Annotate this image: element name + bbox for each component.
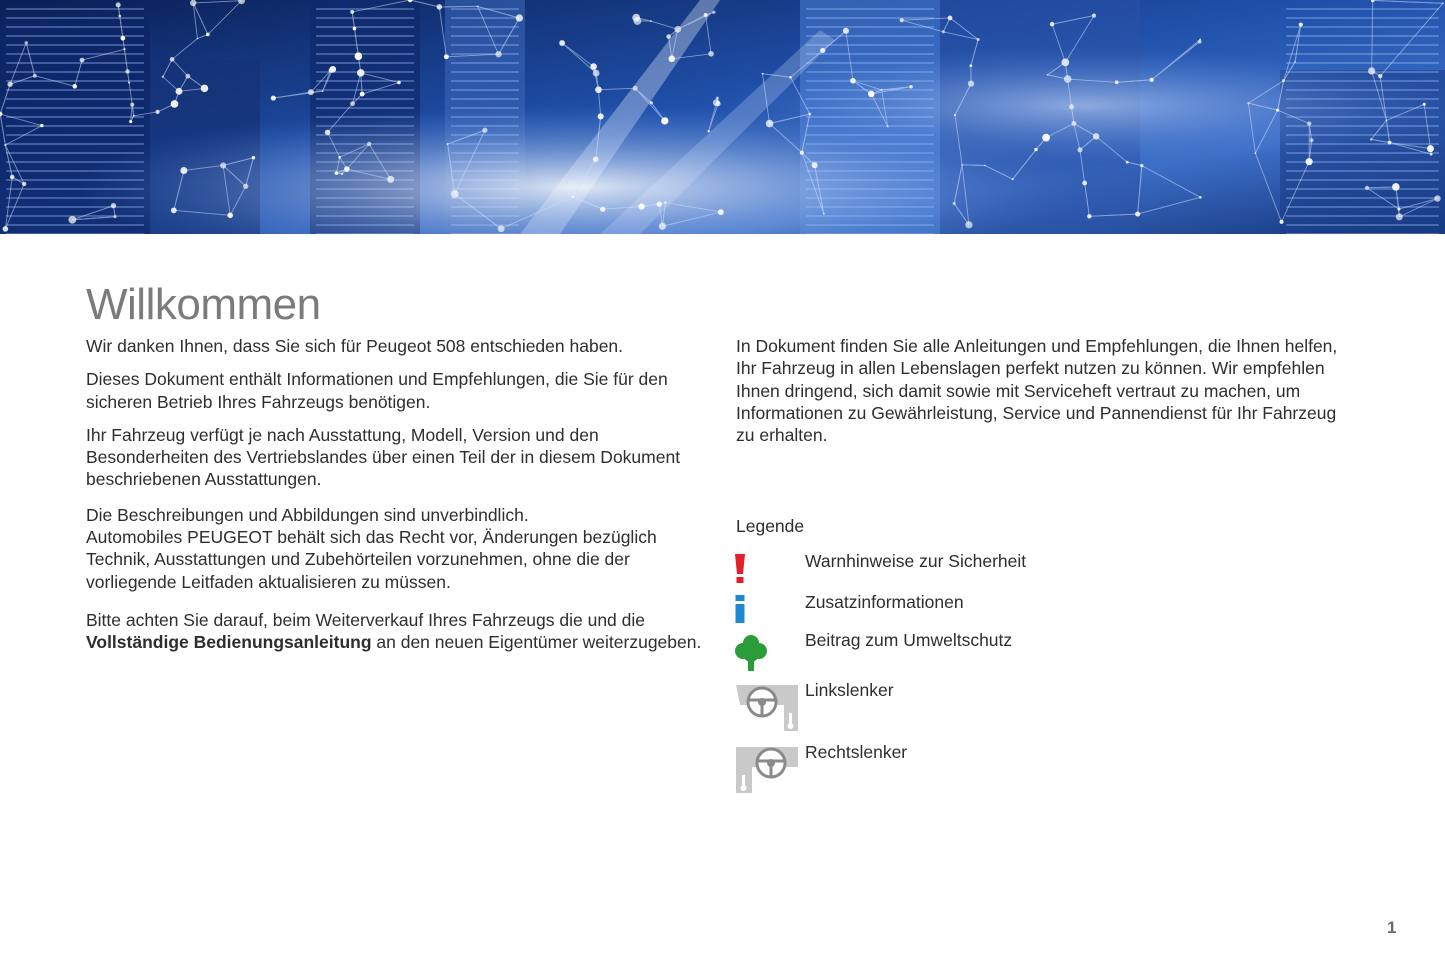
- info-icon: [734, 595, 746, 628]
- thanks-paragraph: Wir danken Ihnen, dass Sie sich für Peugeot 508 entschieden haben.: [86, 336, 624, 356]
- resale-paragraph: [86, 609, 706, 654]
- legend-title: Legende: [736, 516, 805, 536]
- right-hand-drive-icon: [736, 745, 800, 800]
- left-hand-drive-icon: [736, 683, 800, 738]
- legend-label-right-hand-drive: Rechtslenker: [805, 742, 908, 762]
- document-purpose-paragraph: Dieses Dokument enthält Informationen und Empfehlungen, die Sie für den sicheren Betrieb Ihres Fahrzeugs benötigen.: [86, 369, 668, 412]
- page-title: Willkommen: [86, 280, 321, 329]
- intro-left-column: [86, 335, 706, 654]
- legend-label-environment: Beitrag zum Umweltschutz: [805, 630, 1013, 650]
- intro-right-column: [736, 335, 1356, 446]
- legend-label-left-hand-drive: Linkslenker: [805, 680, 894, 700]
- tree-icon: [734, 634, 768, 677]
- legend-label-info: Zusatzinformationen: [805, 592, 964, 612]
- equipment-variation-paragraph: Ihr Fahrzeug verfügt je nach Ausstattung, Modell, Version und den Besonderheiten des Vertriebslandes über einen Teil der in diesem Dokument beschriebenen Ausstattungen.: [86, 424, 681, 490]
- full-manual-emphasis: Vollständige Bedienungsanleitung: [86, 632, 372, 653]
- resale-text-before: Bitte achten Sie darauf, beim Weiterverkauf Ihres Fahrzeugs die und die: [86, 609, 646, 630]
- disclaimer-line-1: Die Beschreibungen und Abbildungen sind unverbindlich.: [86, 504, 529, 525]
- guidance-paragraph: In Dokument finden Sie alle Anleitungen und Empfehlungen, die Ihnen helfen, Ihr Fahrzeug in allen Lebenslagen perfekt nutzen zu können. Wir empfehlen Ihnen dringend, sich damit sowie mit Serviceheft vertraut zu machen, um Informationen zu Gewährleistung, Service und Pannendienst für Ihr Fahrzeug zu erhalten.: [736, 336, 1338, 446]
- header-banner-image: [0, 0, 1445, 234]
- warning-exclamation-icon: [734, 554, 746, 589]
- disclaimer-paragraph: [86, 504, 706, 593]
- disclaimer-line-2: Automobiles PEUGEOT behält sich das Recht vor, Änderungen bezüglich Technik, Ausstattungen und Zubehörteilen vorzunehmen, ohne die der vorliegende Leitfaden aktualisieren zu müssen.: [86, 527, 657, 592]
- page-number: 1: [1387, 918, 1397, 937]
- resale-text-after: an den neuen Eigentümer weiterzugeben.: [371, 632, 702, 653]
- legend-label-warning: Warnhinweise zur Sicherheit: [805, 551, 1027, 571]
